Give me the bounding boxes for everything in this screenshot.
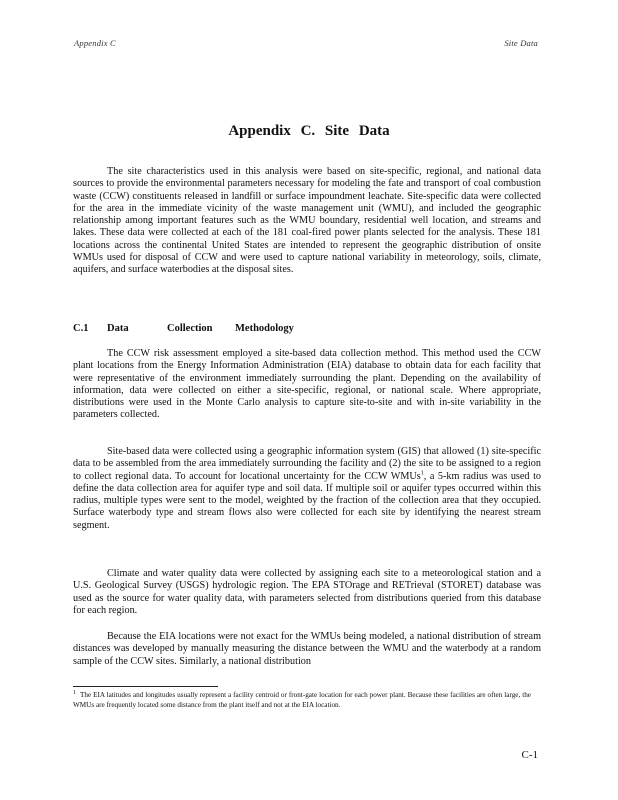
footnote (73, 690, 531, 710)
page-number: C-1 (521, 749, 538, 761)
section-number: C.1 (73, 323, 89, 334)
intro-paragraph: The site characteristics used in this analysis were based on site-specific, regional, and national data sources to provide the environmental parameters necessary for modeling the fate and transport of coal combustion waste (CCW) constituents released in landfill or surface impoundment leachate. Site-specific data were collected for the area in the immediate vicinity of the waste management unit (WMU), and included the geographic relationship among important features such as the WMU boundary, residential well location, and streams and lakes. These data were collected at each of the 181 coal-fired power plants selected for the analysis. These 181 locations across the continental United States are intended to represent the geographic distribution of onsite WMUs used for disposal of CCW and were used to capture national variability in meteorology, soils, climate, aquifers, and surface waterbodies at the disposal sites. (73, 166, 541, 276)
footnote-mark: 1 (73, 689, 76, 696)
paragraph-block-3 (73, 446, 541, 532)
section-title-word-2: Collection (167, 323, 213, 334)
footnote-reference: 1 (420, 470, 424, 477)
footnote-divider (73, 686, 218, 687)
paragraph-3-text-a: Site-based data were collected using a geographic information system (GIS) that allowed (1) site-specific data to be assembled from the area immediately surrounding the facility and (2) the site to be assigned to a region to collect regional data. To account for locational uncertainty for the CCW WMUs (73, 446, 541, 482)
section-title-word-3: Methodology (235, 323, 294, 334)
section-title-word-1: Data (107, 323, 129, 334)
running-header-left: Appendix C (74, 38, 116, 48)
paragraph-3-text-b: , a 5-km radius was used to define the data collection area for aquifer type and soil data. If multiple soil or aquifer types occurred within this radius, multiple types were sent to the model, weighted by the fraction of the collection area that they occupied. Surface waterbody type and stream flows also were collected for each site by identifying the nearest stream segment. (73, 470, 541, 531)
paragraph-block-2 (73, 348, 541, 422)
page-title: Appendix C. Site Data (228, 123, 390, 139)
paragraph-block-5 (73, 631, 541, 668)
intro-paragraph-block (73, 166, 541, 277)
running-header-right: Site Data (504, 38, 538, 48)
paragraph-2: The CCW risk assessment employed a site-based data collection method. This method used the CCW plant locations from the Energy Information Administration (EIA) database to obtain data for each facility that were representative of the environment immediately surrounding the plant. Depending on the availability of information, data were collected on either a site-specific, regional, or national scale. Where appropriate, distributions were used in the Monte Carlo analysis to capture site-to-site and with in-site variability in the parameters collected. (73, 348, 541, 421)
paragraph-4: Climate and water quality data were collected by assigning each site to a meteorological station and a U.S. Geological Survey (USGS) hydrologic region. The EPA STOrage and RETrieval (STORET) database was used as the source for water quality data, with parameters selected from distributions queried from this database for each region. (73, 568, 541, 616)
paragraph-5: Because the EIA locations were not exact for the WMUs being modeled, a national distribution of stream distances was developed by manually measuring the distance between the WMU and the waterbody at a random sample of the CCW sites. Similarly, a national distribution (73, 631, 541, 667)
paragraph-block-4 (73, 568, 541, 617)
paragraph-3 (73, 446, 541, 532)
section-heading (73, 323, 294, 334)
footnote-text: The EIA latitudes and longitudes usually represent a facility centroid or front-gate location for each power plant. Because these facilities are often large, the WMUs are frequently located some distance from the plant itself and not at the EIA location. (73, 691, 531, 709)
